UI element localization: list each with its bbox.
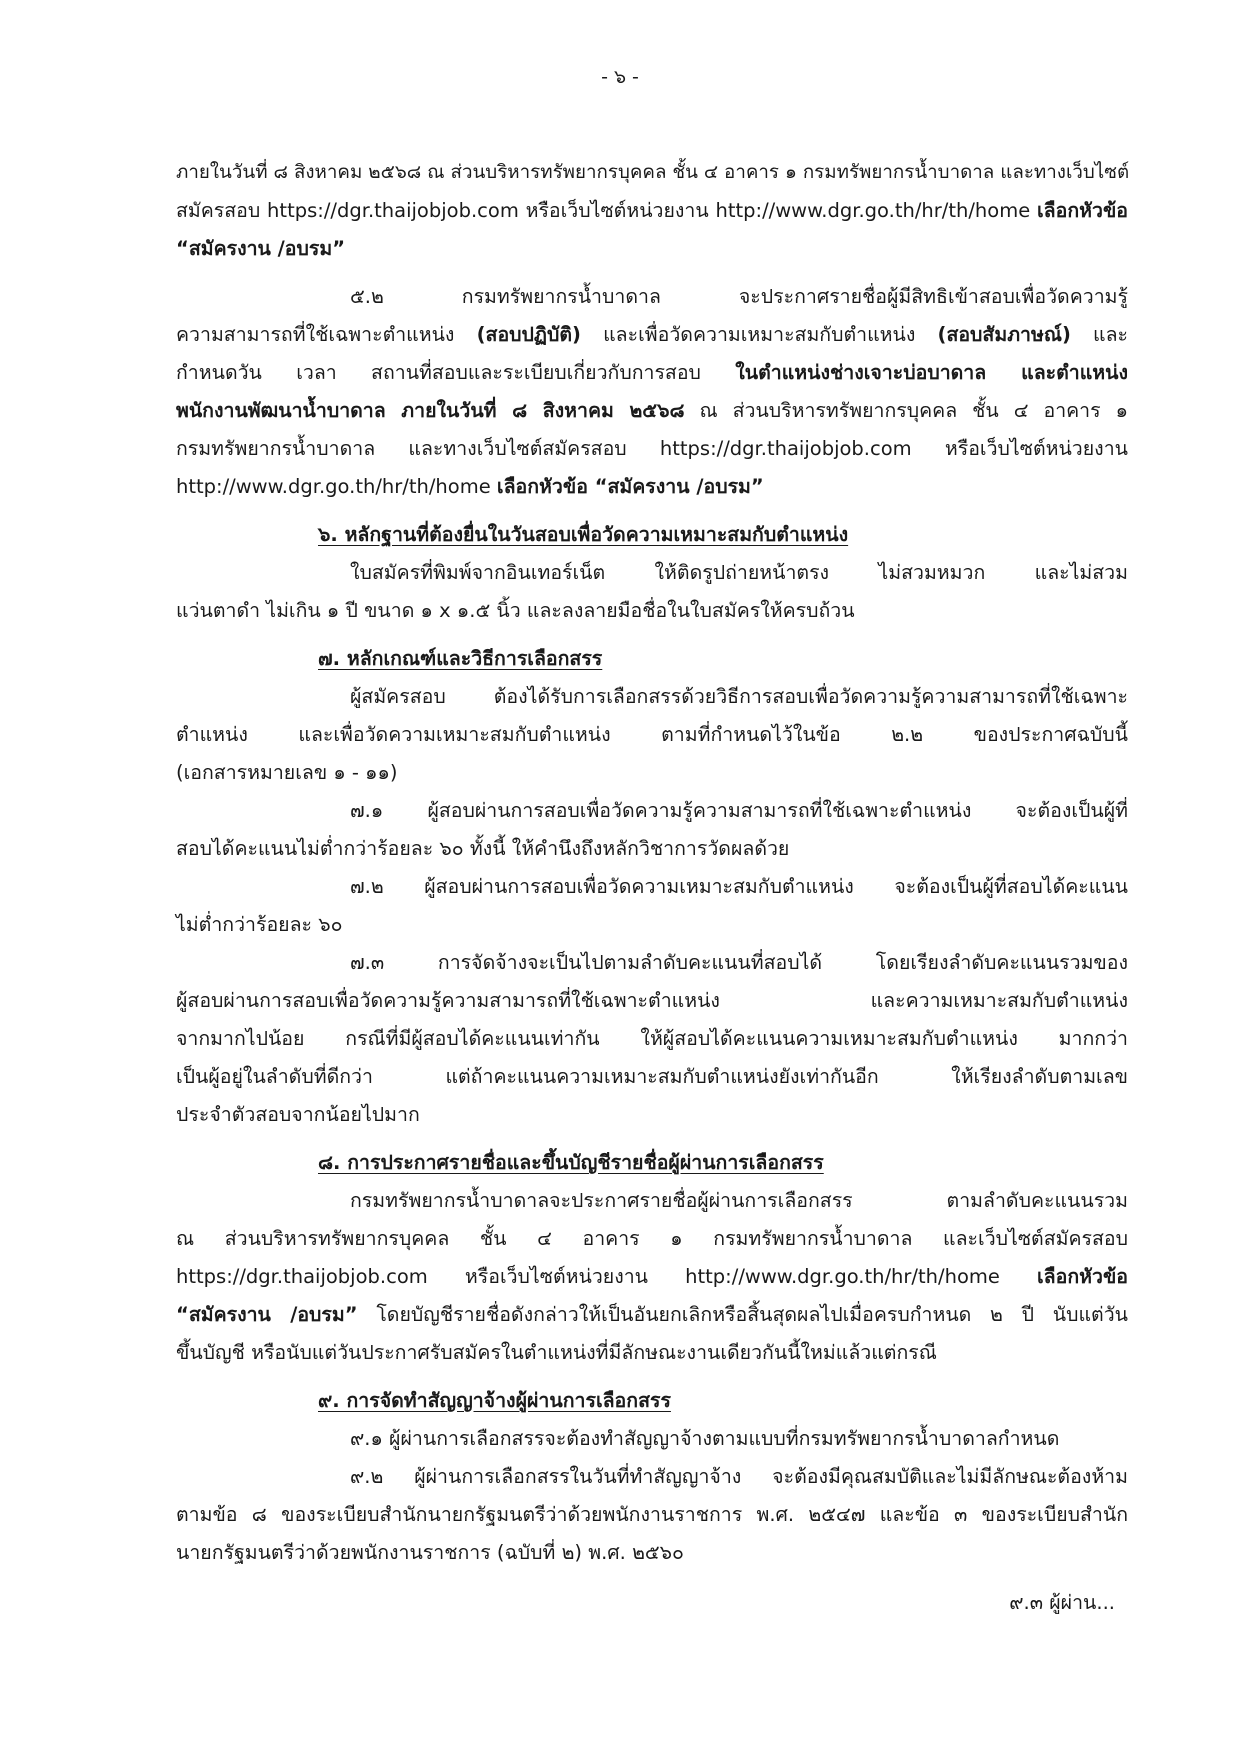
section-6-line-1: ใบสมัครที่พิมพ์จากอินเทอร์เน็ต ให้ติดรูปถ่ายหน้าตรง ไม่สวมหมวก และไม่สวม [350, 561, 1128, 584]
para-9-2-line-1: ๙.๒ ผู้ผ่านการเลือกสรรในวันที่ทำสัญญาจ้าง จะต้องมีคุณสมบัติและไม่มีลักษณะต้องห้าม [350, 1465, 1128, 1488]
para-5-1-line-2 [176, 192, 1128, 230]
text: กำหนดวัน เวลา สถานที่สอบและระเบียบเกี่ยวกับการสอบ [176, 361, 736, 384]
text: และเพื่อวัดความเหมาะสมกับตำแหน่ง [580, 323, 938, 346]
para-5-2-line-3 [176, 354, 1128, 392]
section-7-line-2: ตำแหน่ง และเพื่อวัดความเหมาะสมกับตำแหน่ง ตามที่กำหนดไว้ในข้อ ๒.๒ ของประกาศฉบับนี้ [176, 723, 1128, 746]
section-8-line-5: ขึ้นบัญชี หรือนับแต่วันประกาศรับสมัครในตำแหน่งที่มีลักษณะงานเดียวกันนี้ใหม่แล้วแต่กรณี [176, 1341, 937, 1364]
page-number: - ๖ - [601, 66, 639, 88]
para-7-3-line-4: เป็นผู้อยู่ในลำดับที่ดีกว่า แต่ถ้าคะแนนความเหมาะสมกับตำแหน่งยังเท่ากันอีก ให้เรียงลำดับตามเลข [176, 1065, 1128, 1088]
section-7-line-3: (เอกสารหมายเลข ๑ - ๑๑) [176, 761, 398, 784]
section-6-heading: ๖. หลักฐานที่ต้องยื่นในวันสอบเพื่อวัดความเหมาะสมกับตำแหน่ง [318, 523, 849, 546]
continuation-text: ๙.๓ ผู้ผ่าน... [1009, 1591, 1115, 1614]
text-bold: (สอบสัมภาษณ์) [937, 323, 1071, 346]
text: ความสามารถที่ใช้เฉพาะตำแหน่ง [176, 323, 477, 346]
para-5-2-line-5: กรมทรัพยากรน้ำบาดาล และทางเว็บไซต์สมัครสอบ https://dgr.thaijobjob.com หรือเว็บไซต์หน่วยงาน [176, 437, 1128, 460]
para-7-2-line-2: ไม่ต่ำกว่าร้อยละ ๖๐ [176, 913, 343, 936]
section-8-heading: ๘. การประกาศรายชื่อและขึ้นบัญชีรายชื่อผู้ผ่านการเลือกสรร [318, 1151, 824, 1174]
para-7-2-line-1: ๗.๒ ผู้สอบผ่านการสอบเพื่อวัดความเหมาะสมกับตำแหน่ง จะต้องเป็นผู้ที่สอบได้คะแนน [350, 875, 1128, 898]
para-7-3-line-3: จากมากไปน้อย กรณีที่มีผู้สอบได้คะแนนเท่ากัน ให้ผู้สอบได้คะแนนความเหมาะสมกับตำแหน่ง มากกว่า [176, 1027, 1128, 1050]
text: สมัครสอบ https://dgr.thaijobjob.com หรือเว็บไซต์หน่วยงาน http://www.dgr.go.th/hr/th/home [176, 199, 1038, 222]
para-7-1-line-2: สอบได้คะแนนไม่ต่ำกว่าร้อยละ ๖๐ ทั้งนี้ ให้คำนึงถึงหลักวิชาการวัดผลด้วย [176, 837, 790, 860]
text-bold: เลือกหัวข้อ [1037, 1265, 1128, 1288]
section-8-line-3 [176, 1258, 1128, 1296]
para-7-3-line-2: ผู้สอบผ่านการสอบเพื่อวัดความรู้ความสามารถที่ใช้เฉพาะตำแหน่ง และความเหมาะสมกับตำแหน่ง [176, 989, 1128, 1012]
text-bold: (สอบปฏิบัติ) [476, 323, 581, 346]
para-5-2-line-4 [176, 392, 1128, 430]
para-5-2-line-2 [176, 316, 1128, 354]
section-7-heading: ๗. หลักเกณฑ์และวิธีการเลือกสรร [318, 647, 603, 670]
text-bold: พนักงานพัฒนาน้ำบาดาล ภายในวันที่ ๘ สิงหาคม ๒๕๖๘ [176, 399, 685, 422]
para-5-1-line-1: ภายในวันที่ ๘ สิงหาคม ๒๕๖๘ ณ ส่วนบริหารทรัพยากรบุคคล ชั้น ๔ อาคาร ๑ กรมทรัพยากรน้ำบาดาล และทางเว็บไซต์ [176, 162, 1130, 183]
text: https://dgr.thaijobjob.com หรือเว็บไซต์หน่วยงาน http://www.dgr.go.th/hr/th/home [176, 1265, 1038, 1288]
section-8-line-2: ณ ส่วนบริหารทรัพยากรบุคคล ชั้น ๔ อาคาร ๑ กรมทรัพยากรน้ำบาดาล และเว็บไซต์สมัครสอบ [176, 1227, 1128, 1250]
text-bold: ในตำแหน่งช่างเจาะบ่อบาดาล และตำแหน่ง [735, 361, 1129, 384]
para-9-2-line-3: นายกรัฐมนตรีว่าด้วยพนักงานราชการ (ฉบับที่ ๒) พ.ศ. ๒๕๖๐ [176, 1541, 684, 1564]
text: และ [1070, 323, 1129, 346]
para-9-1: ๙.๑ ผู้ผ่านการเลือกสรรจะต้องทำสัญญาจ้างตามแบบที่กรมทรัพยากรน้ำบาดาลกำหนด [350, 1427, 1060, 1450]
para-5-1-line-3: “สมัครงาน /อบรม” [176, 237, 346, 260]
para-7-1-line-1: ๗.๑ ผู้สอบผ่านการสอบเพื่อวัดความรู้ความสามารถที่ใช้เฉพาะตำแหน่ง จะต้องเป็นผู้ที่ [350, 799, 1128, 822]
section-8-line-4 [176, 1296, 1128, 1334]
section-6-line-2: แว่นตาดำ ไม่เกิน ๑ ปี ขนาด ๑ x ๑.๕ นิ้ว และลงลายมือชื่อในใบสมัครให้ครบถ้วน [176, 599, 855, 622]
text-bold: เลือกหัวข้อ [1037, 199, 1128, 222]
text-bold: “สมัครงาน /อบรม” [176, 1303, 358, 1326]
text: ณ ส่วนบริหารทรัพยากรบุคคล ชั้น ๔ อาคาร ๑ [684, 399, 1128, 422]
text: โดยบัญชีรายชื่อดังกล่าวให้เป็นอันยกเลิกหรือสิ้นสุดผลไปเมื่อครบกำหนด ๒ ปี นับแต่วัน [357, 1303, 1128, 1326]
section-7-line-1: ผู้สมัครสอบ ต้องได้รับการเลือกสรรด้วยวิธีการสอบเพื่อวัดความรู้ความสามารถที่ใช้เฉพาะ [350, 685, 1128, 708]
para-5-2-line-1: ๕.๒ กรมทรัพยากรน้ำบาดาล จะประกาศรายชื่อผู้มีสิทธิเข้าสอบเพื่อวัดความรู้ [350, 285, 1128, 308]
text-bold: เลือกหัวข้อ “สมัครงาน /อบรม” [496, 475, 764, 498]
para-5-2-line-6 [176, 468, 1128, 506]
para-9-2-line-2: ตามข้อ ๘ ของระเบียบสำนักนายกรัฐมนตรีว่าด้วยพนักงานราชการ พ.ศ. ๒๕๔๗ และข้อ ๓ ของระเบียบสำนัก [176, 1503, 1128, 1526]
section-8-line-1: กรมทรัพยากรน้ำบาดาลจะประกาศรายชื่อผู้ผ่านการเลือกสรร ตามลำดับคะแนนรวม [350, 1189, 1128, 1212]
para-7-3-line-1: ๗.๓ การจัดจ้างจะเป็นไปตามลำดับคะแนนที่สอบได้ โดยเรียงลำดับคะแนนรวมของ [350, 951, 1128, 974]
para-7-3-line-5: ประจำตัวสอบจากน้อยไปมาก [176, 1103, 420, 1126]
section-9-heading: ๙. การจัดทำสัญญาจ้างผู้ผ่านการเลือกสรร [318, 1389, 671, 1412]
text: http://www.dgr.go.th/hr/th/home [176, 475, 497, 498]
